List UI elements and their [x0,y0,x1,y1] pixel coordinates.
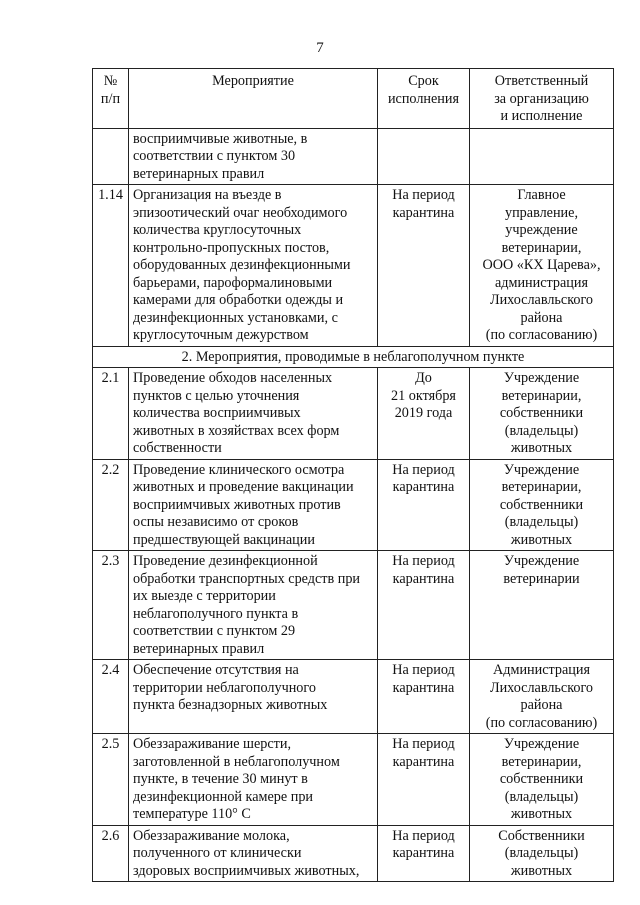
row-number: 1.14 [93,185,129,347]
row-number: 2.1 [93,368,129,460]
row-responsible [470,128,614,185]
row-measure: Проведение обходов населенных пунктов с целью уточнения количества восприимчивых животных в хозяйствах всех форм собственности [129,368,378,460]
row-number: 2.6 [93,825,129,882]
table-row [93,551,614,660]
table-row [93,185,614,347]
header-term: Срок исполнения [378,69,470,129]
table-row [93,660,614,734]
row-responsible: Учреждение ветеринарии, собственники (владельцы) животных [470,459,614,551]
row-measure: Проведение дезинфекционной обработки транспортных средств при их выезде с территории неблагополучного пункта в соответствии с пунктом 29 ветеринарных правил [129,551,378,660]
table-header-row [93,69,614,129]
table-row [93,825,614,882]
row-term: На период карантина [378,825,470,882]
row-term: На период карантина [378,734,470,826]
row-number [93,128,129,185]
row-term: На период карантина [378,459,470,551]
row-term: На период карантина [378,660,470,734]
row-measure: Проведение клинического осмотра животных и проведение вакцинации восприимчивых животных против оспы независимо от сроков предшествующей вакцинации [129,459,378,551]
header-responsible: Ответственный за организацию и исполнение [470,69,614,129]
header-measure: Мероприятие [129,69,378,129]
section-heading: 2. Мероприятия, проводимые в неблагополучном пункте [93,346,614,368]
row-measure: Обеззараживание шерсти, заготовленной в неблагополучном пункте, в течение 30 минут в дезинфекционной камере при температуре 110° С [129,734,378,826]
row-term [378,128,470,185]
row-measure: Обеспечение отсутствия на территории неблагополучного пункта безнадзорных животных [129,660,378,734]
page-number: 7 [316,40,324,56]
row-responsible: Администрация Лихославльского района (по согласованию) [470,660,614,734]
table-row [93,128,614,185]
row-measure: Обеззараживание молока, полученного от клинически здоровых восприимчивых животных, [129,825,378,882]
header-number: № п/п [93,69,129,129]
row-number: 2.5 [93,734,129,826]
row-responsible: Учреждение ветеринарии, собственники (владельцы) животных [470,734,614,826]
row-term: На период карантина [378,185,470,347]
row-number: 2.4 [93,660,129,734]
row-responsible: Собственники (владельцы) животных [470,825,614,882]
table-row [93,459,614,551]
row-term: До 21 октября 2019 года [378,368,470,460]
measures-table [92,68,614,882]
row-responsible: Главное управление, учреждение ветеринарии, ООО «КХ Царева», администрация Лихославльского района (по согласованию) [470,185,614,347]
row-number: 2.2 [93,459,129,551]
row-measure: восприимчивые животные, в соответствии с пунктом 30 ветеринарных правил [129,128,378,185]
row-responsible: Учреждение ветеринарии, собственники (владельцы) животных [470,368,614,460]
row-term: На период карантина [378,551,470,660]
section-row [93,346,614,368]
table-row [93,368,614,460]
table-row [93,734,614,826]
row-measure: Организация на въезде в эпизоотический очаг необходимого количества круглосуточных контрольно-пропускных постов, оборудованных дезинфекционными барьерами, пароформалиновыми камерами для обработки одежды и дезинфекционных установками, с круглосуточным дежурством [129,185,378,347]
row-responsible: Учреждение ветеринарии [470,551,614,660]
row-number: 2.3 [93,551,129,660]
